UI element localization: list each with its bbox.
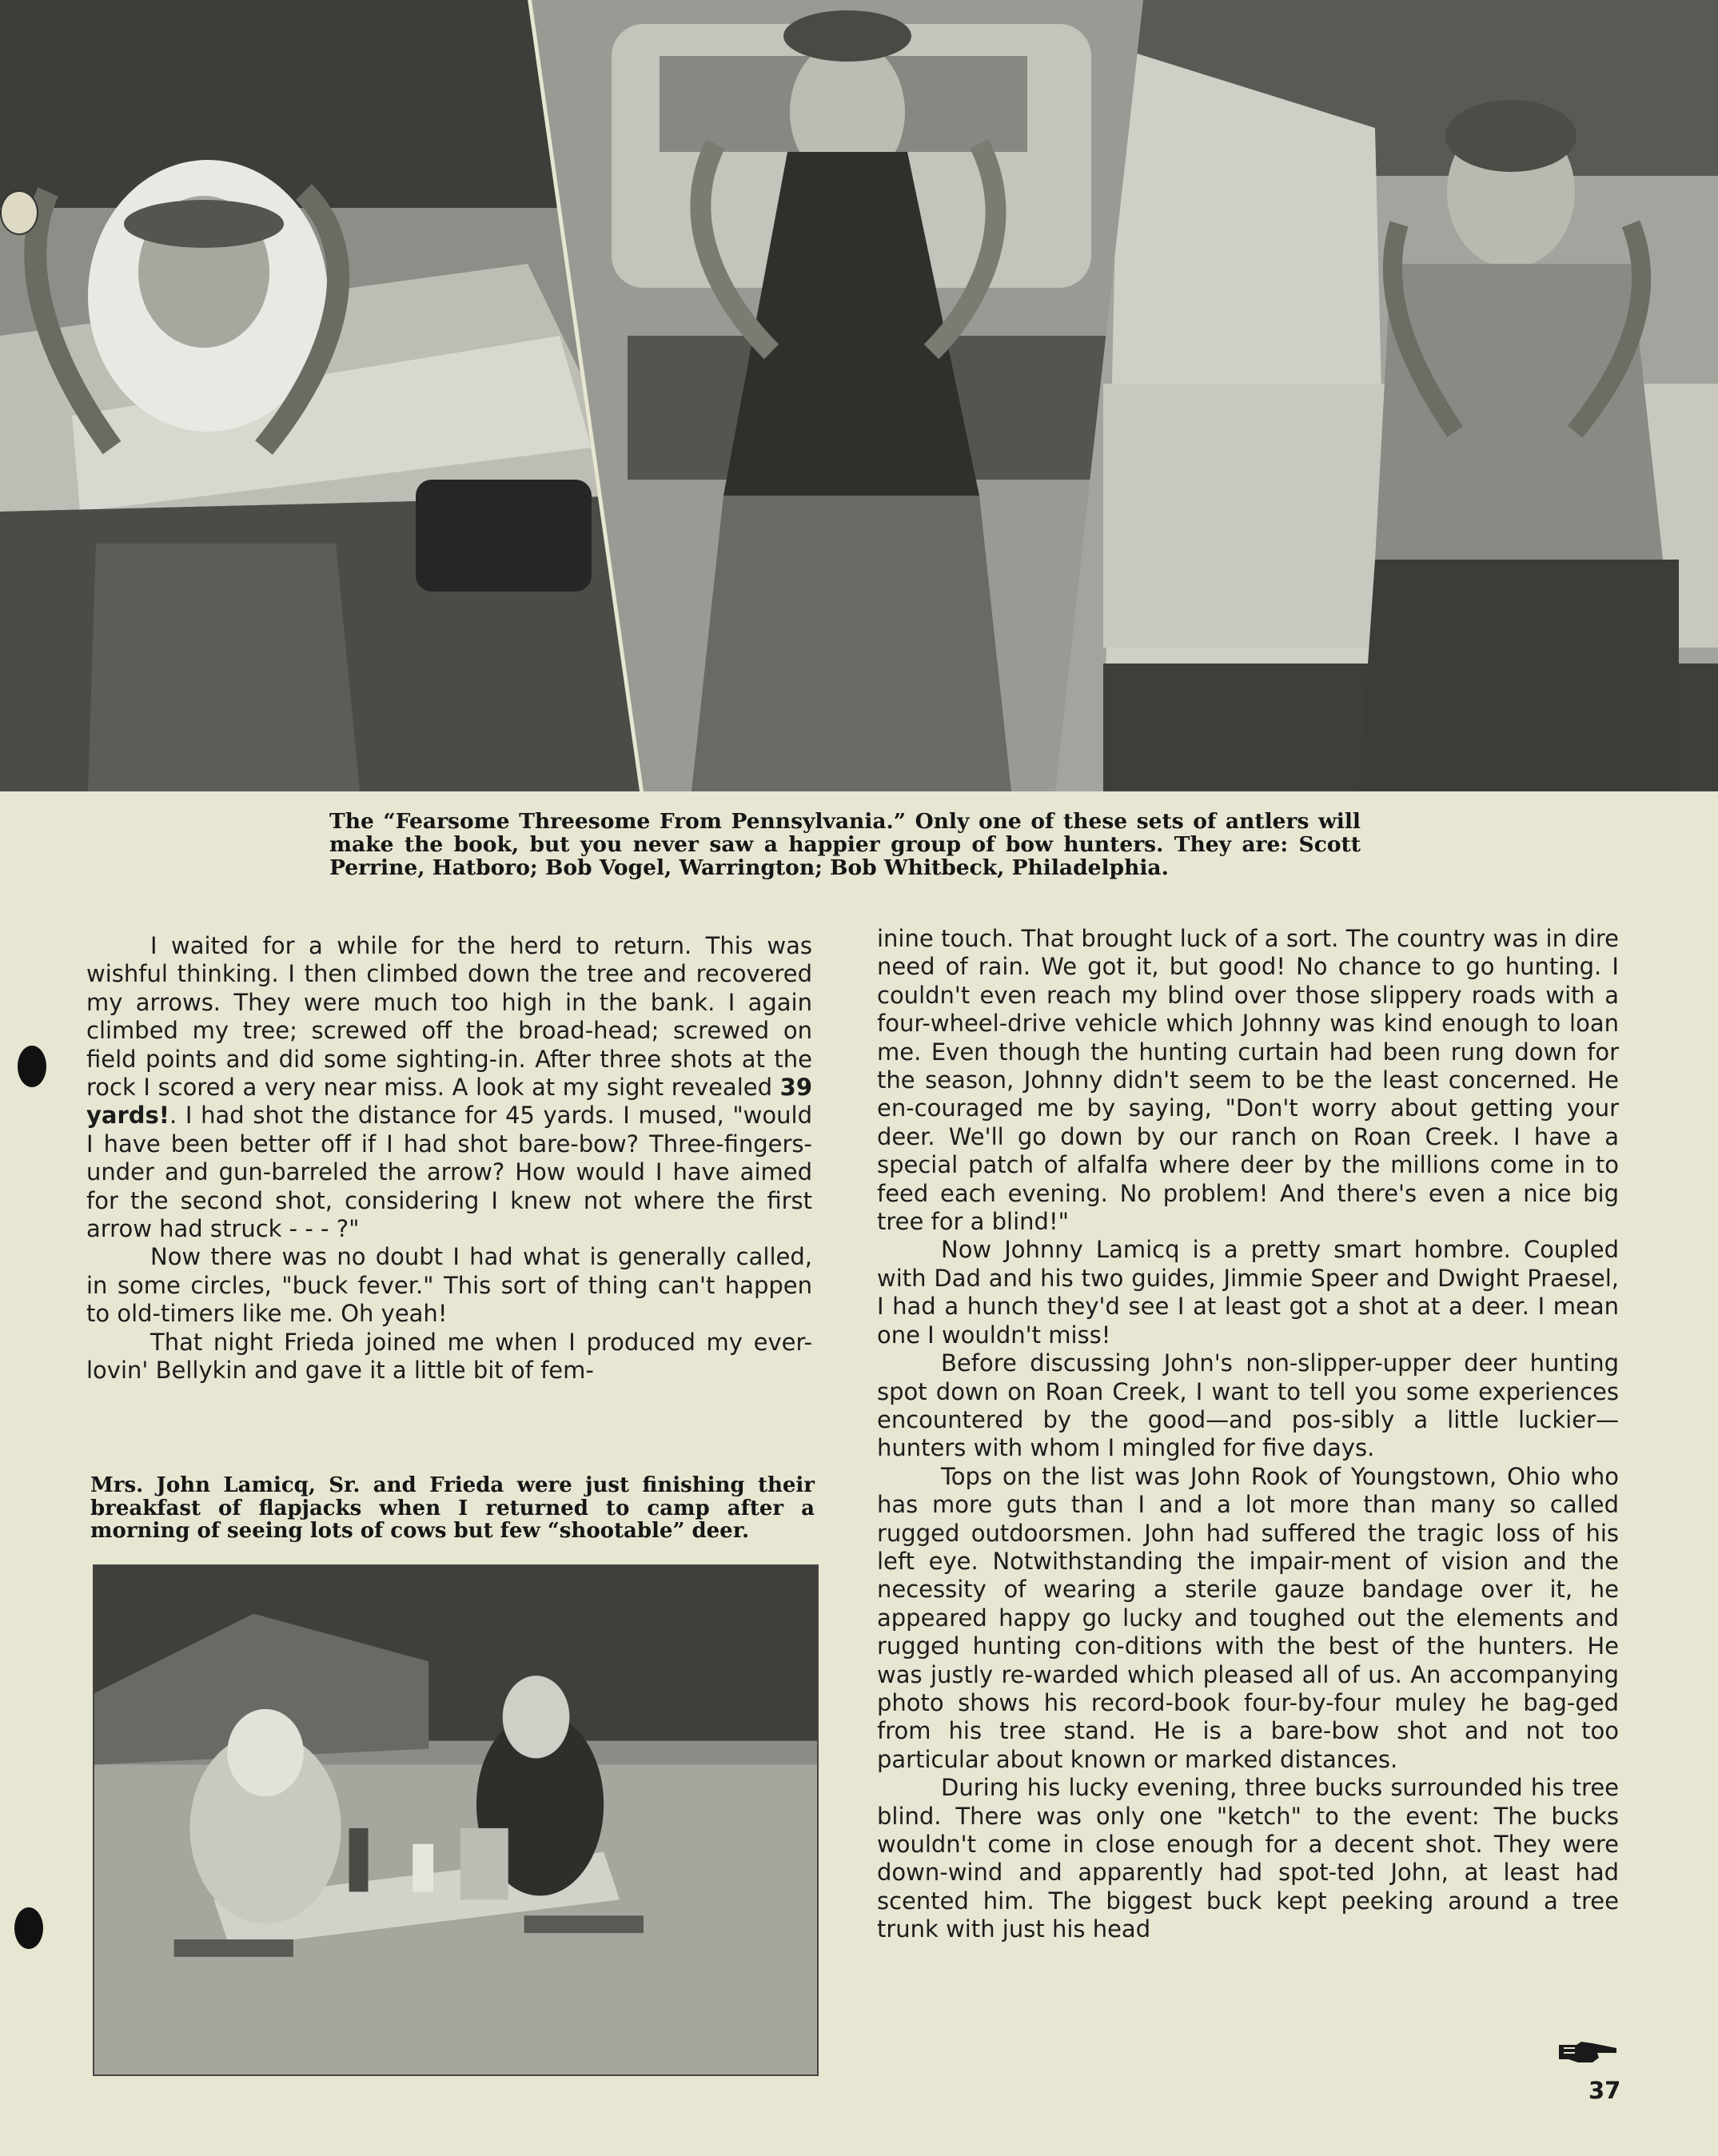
right-paragraph-1: inine touch. That brought luck of a sort. The country was in dire need of rain. We got it, but good! No chance to go hunting. I couldn't even reach my blind over those slippery roads with a four-wheel-drive vehicle which Johnny was kind enough to loan me. Even though the hunting curtain had been rung down for the season, Johnny didn't seem to be the least concerned. He en-couraged me by saying, "Don't worry about getting your deer. We'll go down by our ranch on Roan Creek. I have a special patch of alfalfa where deer by the millions come in to feed each evening. No problem! And there's even a nice big tree for a blind!" [877,925,1619,1236]
left-paragraph-3: That night Frieda joined me when I produced my ever-lovin' Bellykin and gave it a little bit of fem- [86,1328,812,1385]
right-paragraph-3: Before discussing John's non-slipper-upper deer hunting spot down on Roan Creek, I want to tell you some experiences encountered by the good—and pos-sibly a little luckier—hunters with whom I mingled for five days. [877,1349,1619,1462]
left-p1-text-a: I waited for a while for the herd to return. This was wishful thinking. I then climbed down the tree and recovered my arrows. They were much too high in the bank. I again climbed my tree; screwed off the broad-head; screwed on field points and did some sighting-in. After three shots at the rock I scored a very near miss. A look at my sight revealed [86,932,812,1102]
right-paragraph-2: Now Johnny Lamicq is a pretty smart hombre. Coupled with Dad and his two guides, Jimmie Speer and Dwight Praesel, I had a hunch they'd see I at least got a shot at a deer. I mean one I wouldn't miss! [877,1236,1619,1349]
binder-hole [14,1907,43,1949]
right-paragraph-5: During his lucky evening, three bucks surrounded his tree blind. There was only one "ketch" to the event: The bucks wouldn't come in close enough for a decent shot. They were down-wind and apparently had spot-ted John, at least had scented him. The biggest buck kept peeking around a tree trunk with just his head [877,1774,1619,1943]
photo-hunter-right [1055,0,1718,791]
left-p1-text-b: . I had shot the distance for 45 yards. I mused, "would I have been better off if I had shot bare-bow? Three-fingers-under and gun-barreled the arrow? How would I have aimed for the second shot, considering I knew not where the first arrow had struck - - - ?" [86,1102,812,1243]
left-paragraph-1 [86,932,812,1243]
pointing-hand-icon [1557,2038,1620,2066]
binder-hole [18,1046,46,1087]
page-number: 37 [1588,2077,1621,2104]
right-paragraph-4: Tops on the list was John Rook of Youngstown, Ohio who has more guts than I and a lot more than many so called rugged outdoorsmen. John had suffered the tragic loss of his left eye. Notwithstanding the impair-ment of vision and the necessity of wearing a sterile gauze bandage over it, he appeared happy go lucky and toughed out the elements and rugged hunting con-ditions with the best of the hunters. He was justly re-warded which pleased all of us. An accompanying photo shows his record-book four-by-four muley he bag-ged from his tree stand. He is a bare-bow shot and not too particular about known or marked distances. [877,1462,1619,1773]
binder-hole [0,190,38,235]
left-p1-bold: 39 yards! [86,1074,812,1130]
bottom-photo-caption: Mrs. John Lamicq, Sr. and Frieda were just finishing their breakfast of flapjacks when I returned to camp after a morning of seeing lots of cows but few “shootable” deer. [90,1473,815,1543]
photo-hunter-left [0,0,640,791]
left-paragraph-2: Now there was no doubt I had what is generally called, in some circles, "buck fever." This sort of thing can't happen to old-timers like me. Oh yeah! [86,1243,812,1328]
photo-hunter-center [532,0,1159,791]
top-photo-caption: The “Fearsome Threesome From Pennsylvania.” Only one of these sets of antlers will make the book, but you never saw a happier group of bow hunters. They are: Scott Perrine, Hatboro; Bob Vogel, Warrington; Bob Whitbeck, Philadelphia. [329,809,1361,880]
right-column [877,925,1619,1944]
photo-strip [0,0,1718,791]
left-column [86,932,812,1385]
photo-women-breakfast [93,1564,819,2076]
